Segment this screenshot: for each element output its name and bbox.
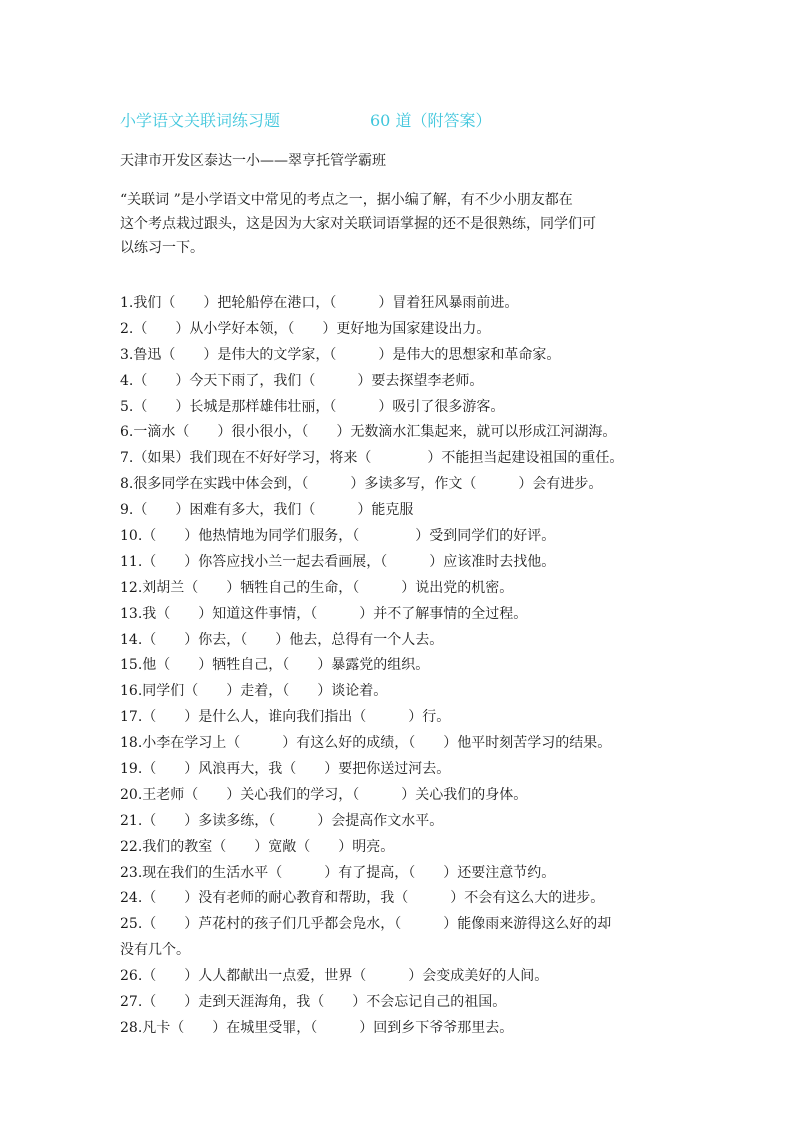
question-item: 13.我（ ）知道这件事情，（ ）并不了解事情的全过程。 xyxy=(120,605,528,622)
question-item: 27.（ ）走到天涯海角，我（ ）不会忘记自己的祖国。 xyxy=(120,994,507,1011)
question-item: 8.很多同学在实践中体会到，（ ）多读多写，作文（ ）会有进步。 xyxy=(120,476,603,493)
question-item: 15.他（ ）牺牲自己，（ ）暴露党的组织。 xyxy=(120,657,430,674)
question-item: 19.（ ）风浪再大，我（ ）要把你送过河去。 xyxy=(120,761,451,778)
question-item: 7.（如果）我们现在不好好学习，将来（ ）不能担当起建设祖国的重任。 xyxy=(120,450,624,467)
question-item: 10.（ ）他热情地为同学们服务，（ ）受到同学们的好评。 xyxy=(120,528,556,545)
question-item: 3.鲁迅（ ）是伟大的文学家，（ ）是伟大的思想家和革命家。 xyxy=(120,346,561,363)
question-item: 26.（ ）人人都献出一点爱，世界（ ）会变成美好的人间。 xyxy=(120,968,549,985)
question-item: 1.我们（ ）把轮船停在港口，（ ）冒着狂风暴雨前进。 xyxy=(120,295,519,311)
question-item: 22.我们的教室（ ）宽敞（ ）明亮。 xyxy=(120,838,395,855)
question-item: 11.（ ）你答应找小兰一起去看画展，（ ）应该准时去找他。 xyxy=(120,553,556,570)
title-count: 60 道（附答案） xyxy=(370,111,492,130)
question-item: 25.（ ）芦花村的孩子们几乎都会凫水，（ ）能像雨来游得这么好的却 xyxy=(120,916,612,933)
question-item: 5.（ ）长城是那样雄伟壮丽，（ ）吸引了很多游客。 xyxy=(120,398,505,415)
question-item: 9.（ ）困难有多大，我们（ ）能克服 xyxy=(120,502,414,519)
question-item: 12.刘胡兰（ ）牺牲自己的生命，（ ）说出党的机密。 xyxy=(120,579,514,596)
question-item: 21.（ ）多读多练，（ ）会提高作文水平。 xyxy=(120,812,444,829)
question-item: 23.现在我们的生活水平（ ）有了提高，（ ）还要注意节约。 xyxy=(120,864,556,881)
question-item: 17.（ ）是什么人，谁向我们指出（ ）行。 xyxy=(120,709,451,726)
intro-line: 这个考点栽过跟头，这是因为大家对关联词语掌握的还不是很熟练，同学们可 xyxy=(120,216,596,232)
question-item: 2.（ ）从小学好本领，（ ）更好地为国家建设出力。 xyxy=(120,320,491,337)
question-item: 6.一滴水（ ）很小很小，（ ）无数滴水汇集起来，就可以形成江河湖海。 xyxy=(120,424,617,441)
intro-paragraph xyxy=(120,188,665,260)
question-item: 20.王老师（ ）关心我们的学习，（ ）关心我们的身体。 xyxy=(120,786,528,803)
question-item-continuation: 没有几个。 xyxy=(120,942,190,959)
school-name: 天津市开发区泰达一小——翠亨托管学霸班 xyxy=(120,153,386,169)
question-item: 28.凡卡（ ）在城里受罪，（ ）回到乡下爷爷那里去。 xyxy=(120,1019,514,1036)
question-item: 16.同学们（ ）走着，（ ）谈论着。 xyxy=(120,683,388,700)
question-item: 14.（ ）你去，（ ）他去，总得有一个人去。 xyxy=(120,631,444,648)
title-main: 小学语文关联词练习题 xyxy=(120,111,281,130)
intro-line: 以练习一下。 xyxy=(120,240,204,256)
question-list xyxy=(120,291,680,1042)
intro-line: “关联词 ”是小学语文中常见的考点之一，据小编了解，有不少小朋友都在 xyxy=(120,192,573,208)
document-title xyxy=(120,108,492,131)
question-item: 24.（ ）没有老师的耐心教育和帮助，我（ ）不会有这么大的进步。 xyxy=(120,890,605,907)
question-item: 18.小李在学习上（ ）有这么好的成绩，（ ）他平时刻苦学习的结果。 xyxy=(120,735,612,752)
question-item: 4.（ ）今天下雨了，我们（ ）要去探望李老师。 xyxy=(120,372,484,389)
